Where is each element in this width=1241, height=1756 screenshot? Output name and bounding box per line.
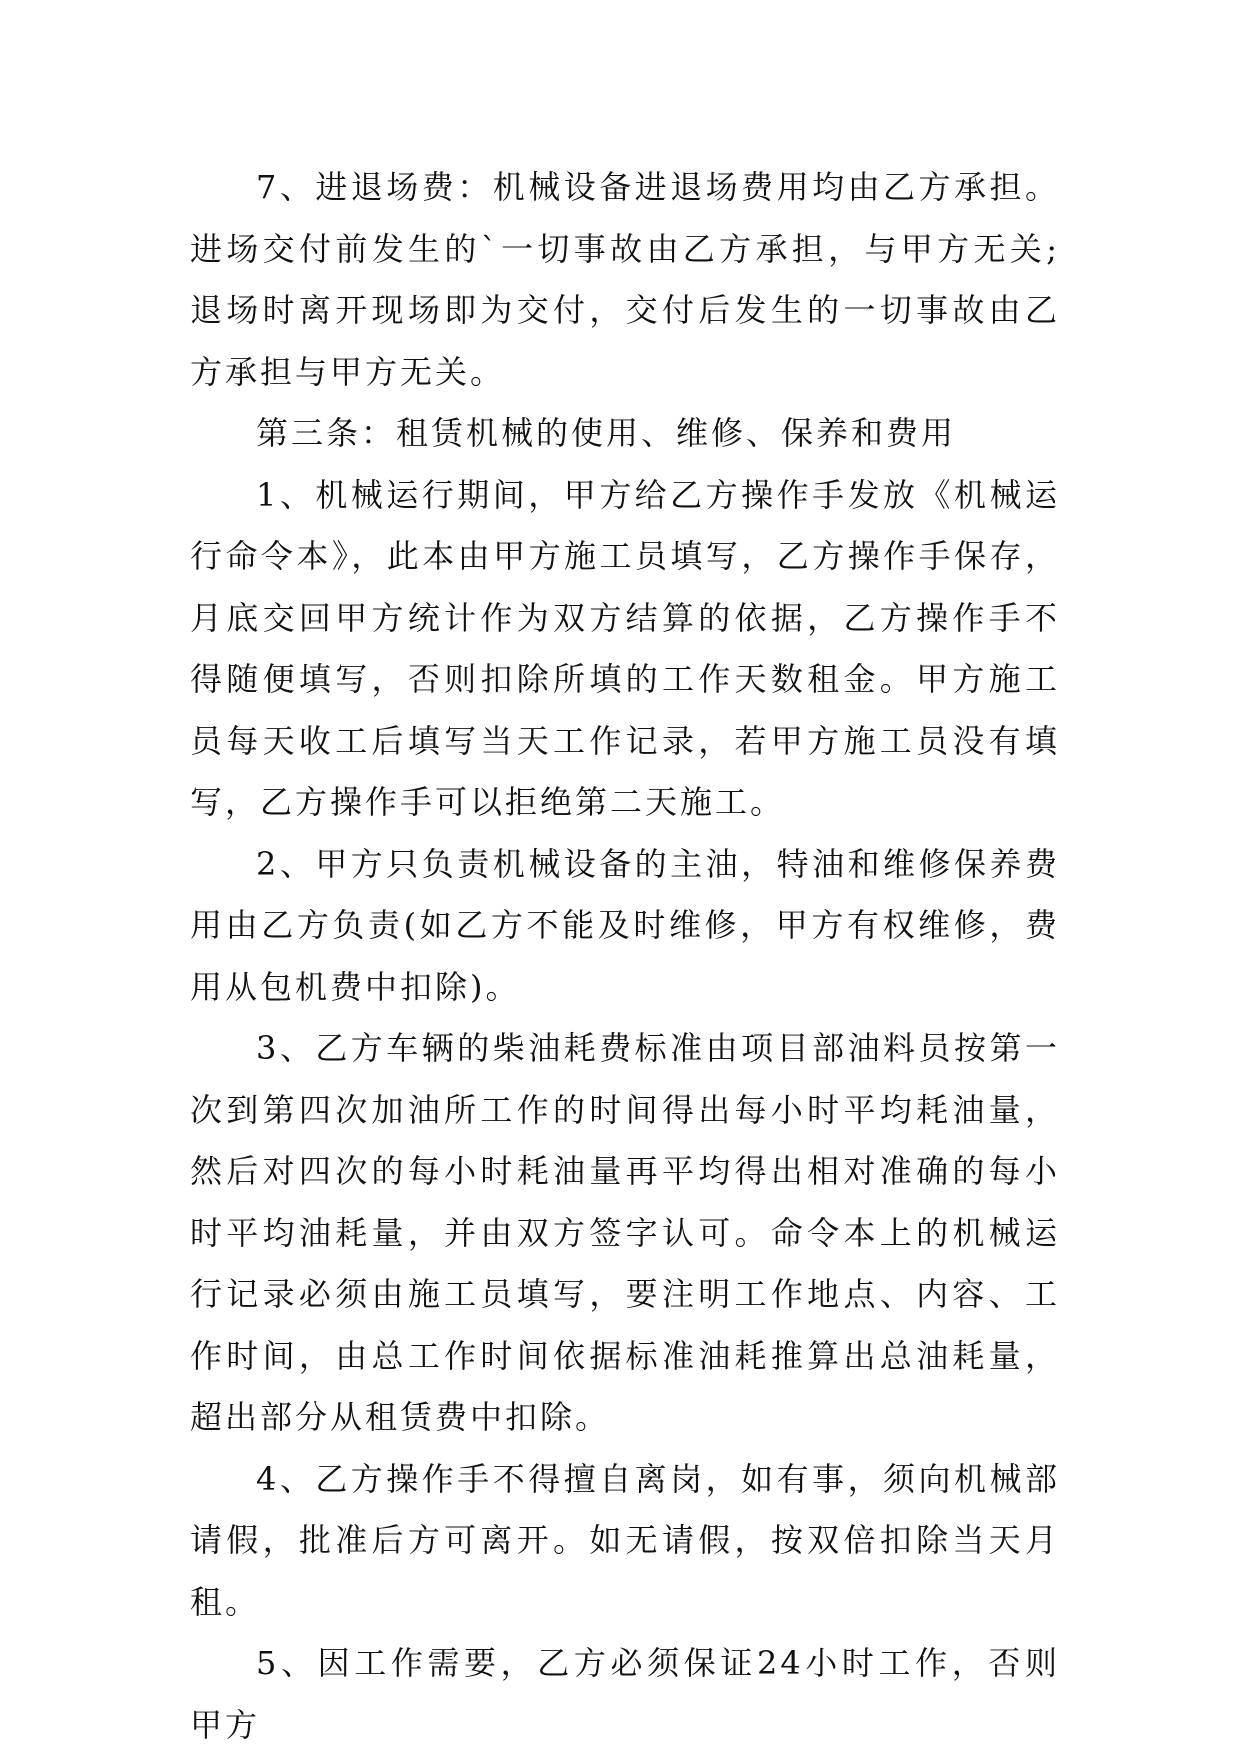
- document-body: [190, 157, 1060, 1756]
- section-heading-article-three: 第三条：租赁机械的使用、维修、保养和费用: [256, 414, 957, 452]
- paragraph-entry-fee: 7、进退场费：机械设备进退场费用均由乙方承担。进场交付前发生的`一切事故由乙方承担，与甲方无关;退场时离开现场即为交付，交付后发生的一切事故由乙方承担与甲方无关。: [190, 168, 1060, 391]
- paragraph-24-hour-work: 5、因工作需要，乙方必须保证24小时工作，否则甲方: [190, 1644, 1060, 1744]
- paragraph-operation-log: 1、机械运行期间，甲方给乙方操作手发放《机械运行命令本》，此本由甲方施工员填写，乙方操作手保存，月底交回甲方统计作为双方结算的依据，乙方操作手不得随便填写，否则扣除所填的工作天数租金。甲方施工员每天收工后填写当天工作记录，若甲方施工员没有填写，乙方操作手可以拒绝第二天施工。: [190, 475, 1060, 821]
- paragraph-fuel-maintenance: 2、甲方只负责机械设备的主油，特油和维修保养费用由乙方负责(如乙方不能及时维修，甲方有权维修，费用从包机费中扣除)。: [190, 844, 1060, 1006]
- paragraph-leave-policy: 4、乙方操作手不得擅自离岗，如有事，须向机械部请假，批准后方可离开。如无请假，按双倍扣除当天月租。: [190, 1459, 1060, 1621]
- paragraph-diesel-consumption: 3、乙方车辆的柴油耗费标准由项目部油料员按第一次到第四次加油所工作的时间得出每小时平均耗油量，然后对四次的每小时耗油量再平均得出相对准确的每小时平均油耗量，并由双方签字认可。命令本上的机械运行记录必须由施工员填写，要注明工作地点、内容、工作时间，由总工作时间依据标准油耗推算出总油耗量，超出部分从租赁费中扣除。: [190, 1029, 1060, 1436]
